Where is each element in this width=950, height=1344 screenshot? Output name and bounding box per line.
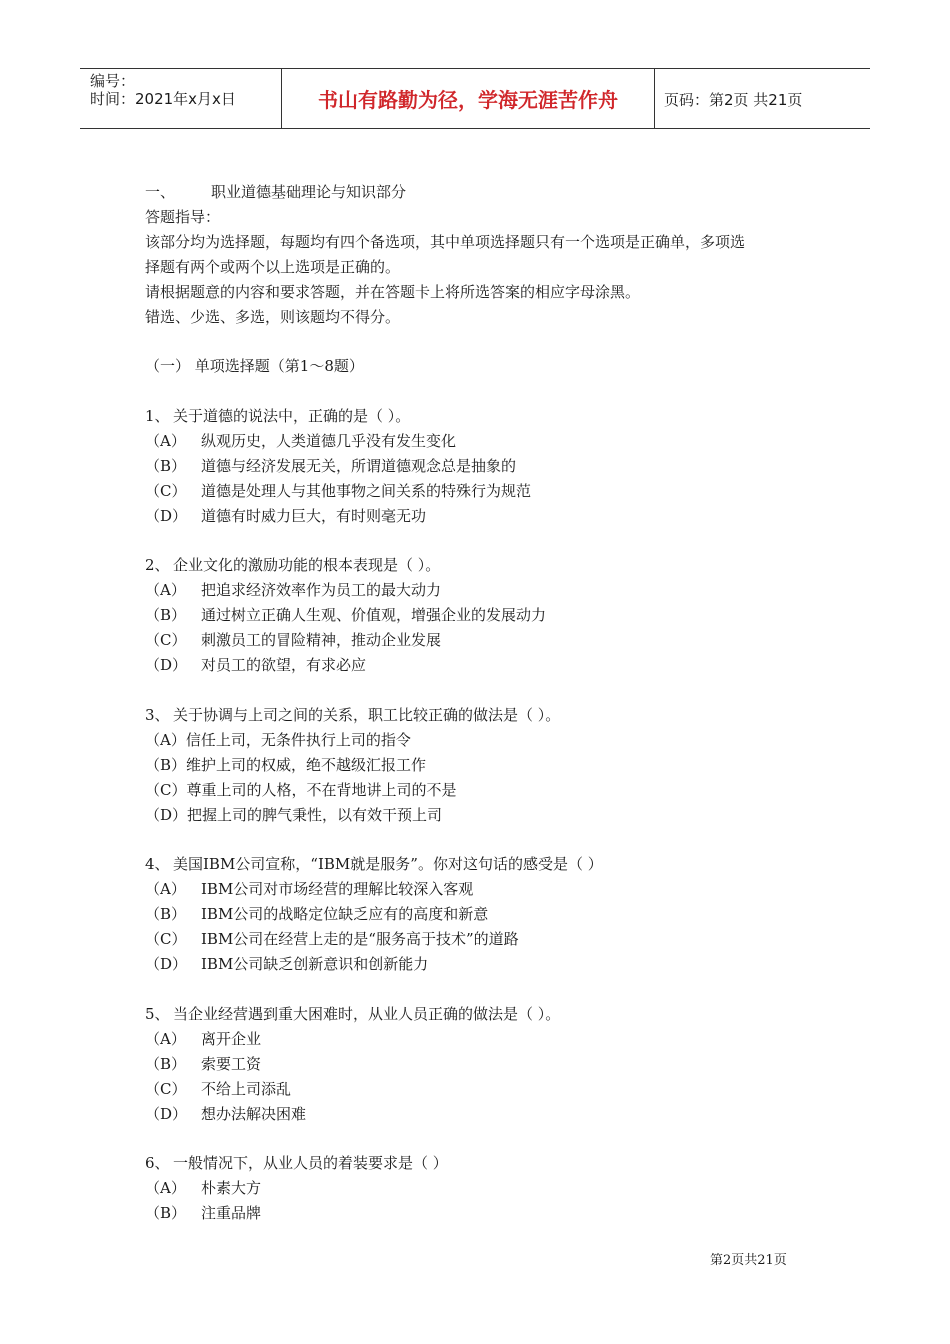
option-label: （D） (145, 656, 188, 674)
option-5c (145, 1079, 291, 1099)
part-title: （一） 单项选择题（第1～8题） (145, 357, 364, 375)
option-label: （C） (145, 1080, 187, 1098)
header-motto: 书山有路勤为径，学海无涯苦作舟 (318, 88, 618, 112)
option-2b (145, 605, 546, 625)
option-2a (145, 580, 441, 600)
question-4 (145, 854, 603, 874)
question-2 (145, 555, 440, 575)
option-text: 道德与经济发展无关，所谓道德观念总是抽象的 (201, 457, 517, 475)
option-3b (145, 755, 426, 775)
option-text: 离开企业 (201, 1030, 262, 1048)
option-3a (145, 730, 411, 750)
option-text: 不给上司添乱 (201, 1080, 292, 1098)
section-heading-number: 一、 (145, 183, 176, 201)
option-text: 信任上司，无条件执行上司的指令 (185, 731, 411, 749)
option-text: 尊重上司的人格，不在背地讲上司的不是 (186, 781, 457, 799)
question-number: 5、 (145, 1005, 170, 1023)
document-time-label: 时间：2021年x月x日 (90, 90, 236, 108)
option-text: 把握上司的脾气秉性，以有效干预上司 (187, 806, 443, 824)
option-2d (145, 655, 366, 675)
option-label: （C） (145, 482, 187, 500)
option-label: （C） (145, 781, 187, 799)
option-text: IBM公司的战略定位缺乏应有的高度和新意 (201, 905, 489, 923)
option-text: 朴素大方 (201, 1179, 262, 1197)
option-label: （B） (145, 756, 187, 774)
option-label: （A） (145, 731, 186, 749)
option-label: （C） (145, 930, 187, 948)
option-4d (145, 954, 428, 974)
option-text: 索要工资 (201, 1055, 262, 1073)
question-text: 一般情况下，从业人员的着装要求是（ ） (173, 1154, 448, 1172)
question-text: 当企业经营遇到重大困难时，从业人员正确的做法是（ ）。 (173, 1005, 561, 1023)
guide-line-1: 该部分均为选择题，每题均有四个备选项，其中单项选择题只有一个选项是正确单，多项选 (145, 233, 746, 251)
option-3c (145, 780, 457, 800)
option-text: 想办法解决困难 (201, 1105, 307, 1123)
option-label: （B） (145, 1204, 187, 1222)
option-5a (145, 1029, 261, 1049)
question-text: 关于道德的说法中，正确的是（ ）。 (173, 407, 411, 425)
guide-title: 答题指导： (145, 208, 221, 226)
option-label: （A） (145, 1179, 186, 1197)
header-divider-right (654, 68, 655, 128)
option-2c (145, 630, 441, 650)
question-number: 2、 (145, 556, 170, 574)
option-label: （B） (145, 1055, 187, 1073)
question-3 (145, 705, 560, 725)
question-number: 6、 (145, 1154, 170, 1172)
option-label: （B） (145, 606, 187, 624)
option-text: IBM公司在经营上走的是“服务高于技术”的道路 (201, 930, 519, 948)
option-text: 注重品牌 (201, 1204, 262, 1222)
option-text: 把追求经济效率作为员工的最大动力 (201, 581, 442, 599)
question-text: 企业文化的激励功能的根本表现是（ ）。 (173, 556, 441, 574)
option-text: 刺激员工的冒险精神，推动企业发展 (201, 631, 442, 649)
option-4a (145, 879, 473, 899)
option-text: 对员工的欲望，有求必应 (201, 656, 367, 674)
option-label: （D） (145, 806, 188, 824)
option-label: （A） (145, 1030, 186, 1048)
option-label: （B） (145, 457, 187, 475)
option-text: IBM公司对市场经营的理解比较深入客观 (201, 880, 474, 898)
option-4c (145, 929, 519, 949)
option-5b (145, 1054, 261, 1074)
option-text: 道德有时威力巨大，有时则毫无功 (201, 507, 427, 525)
guide-line-4: 错选、少选、多选，则该题均不得分。 (145, 308, 401, 326)
document-number-label: 编号： (90, 72, 136, 90)
header-page-number: 页码：第2页 共21页 (664, 91, 803, 109)
option-4b (145, 904, 488, 924)
question-text: 美国IBM公司宣称，“IBM就是服务”。你对这句话的感受是（ ） (173, 855, 603, 873)
guide-line-2: 择题有两个或两个以上选项是正确的。 (145, 258, 401, 276)
guide-line-3: 请根据题意的内容和要求答题，并在答题卡上将所选答案的相应字母涂黑。 (145, 283, 641, 301)
option-label: （A） (145, 880, 186, 898)
section-heading-text: 职业道德基础理论与知识部分 (211, 183, 407, 201)
option-label: （A） (145, 581, 186, 599)
option-label: （D） (145, 955, 188, 973)
option-label: （D） (145, 507, 188, 525)
option-label: （A） (145, 432, 186, 450)
option-1b (145, 456, 516, 476)
question-text: 关于协调与上司之间的关系，职工比较正确的做法是（ ）。 (173, 706, 561, 724)
question-6 (145, 1153, 448, 1173)
header-top-rule (80, 68, 870, 69)
option-1c (145, 481, 531, 501)
footer-page-number: 第2页共21页 (710, 1253, 787, 1268)
option-text: 纵观历史，人类道德几乎没有发生变化 (201, 432, 457, 450)
option-6a (145, 1178, 261, 1198)
question-number: 1、 (145, 407, 170, 425)
option-5d (145, 1104, 306, 1124)
section-heading (145, 182, 406, 202)
option-6b (145, 1203, 261, 1223)
header-bottom-rule (80, 128, 870, 129)
question-number: 4、 (145, 855, 170, 873)
option-1d (145, 506, 426, 526)
option-3d (145, 805, 442, 825)
option-text: 维护上司的权威，绝不越级汇报工作 (186, 756, 427, 774)
option-text: 通过树立正确人生观、价值观，增强企业的发展动力 (201, 606, 547, 624)
question-1 (145, 406, 410, 426)
question-number: 3、 (145, 706, 170, 724)
option-text: 道德是处理人与其他事物之间关系的特殊行为规范 (201, 482, 532, 500)
option-1a (145, 431, 456, 451)
question-5 (145, 1004, 560, 1024)
option-label: （D） (145, 1105, 188, 1123)
option-label: （C） (145, 631, 187, 649)
option-label: （B） (145, 905, 187, 923)
option-text: IBM公司缺乏创新意识和创新能力 (201, 955, 429, 973)
